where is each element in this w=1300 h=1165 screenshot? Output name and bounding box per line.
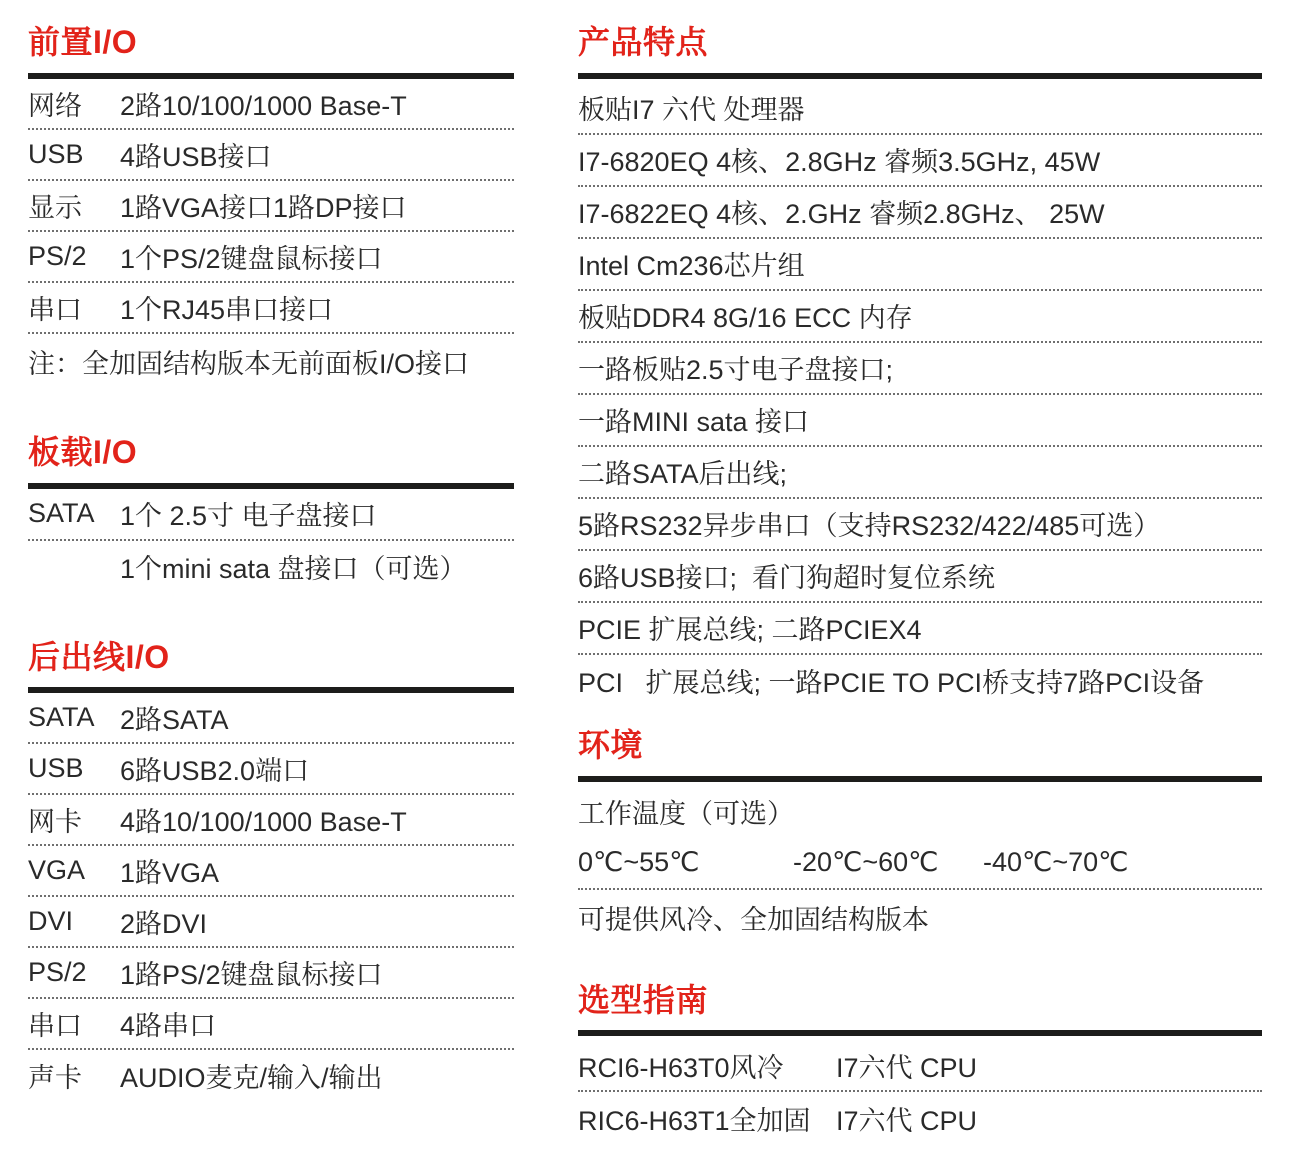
section-title: 选型指南 xyxy=(578,981,709,1018)
spec-label: 声卡 xyxy=(28,1063,82,1094)
spec-row xyxy=(28,79,514,130)
spec-row xyxy=(28,541,514,593)
feature-row xyxy=(578,395,1262,447)
feature-list xyxy=(578,79,1262,707)
spec-row xyxy=(28,948,514,999)
spec-value: 2路SATA xyxy=(120,705,229,736)
spec-row xyxy=(28,1050,514,1101)
section-title: 板载I/O xyxy=(28,433,138,470)
spec-label: USB xyxy=(28,753,84,784)
feature-row xyxy=(578,291,1262,343)
note-text: 注：全加固结构版本无前面板I/O接口 xyxy=(28,349,470,380)
section-title: 环境 xyxy=(578,726,644,763)
spec-value: 1个RJ45串口接口 xyxy=(120,294,334,325)
spec-label: VGA xyxy=(28,855,86,886)
spec-row xyxy=(28,795,514,846)
work-temp-row xyxy=(578,786,1262,838)
feature-text: 6路USB接口; 看门狗超时复位系统 xyxy=(578,563,996,594)
temp-range-2: -20℃~60℃ xyxy=(793,847,939,878)
spec-value: AUDIO麦克/输入/输出 xyxy=(120,1063,383,1094)
model-name: RIC6-H63T1全加固 xyxy=(578,1105,811,1136)
spec-value: 1路VGA接口1路DP接口 xyxy=(120,192,407,223)
selection-row xyxy=(578,1092,1262,1144)
feature-text: PCI 扩展总线; 一路PCIE TO PCI桥支持7路PCI设备 xyxy=(578,668,1205,699)
left-column xyxy=(28,24,514,1101)
spec-row xyxy=(28,897,514,948)
spec-value: 4路USB接口 xyxy=(120,141,272,172)
feature-text: 5路RS232异步串口（支持RS232/422/485可选） xyxy=(578,511,1161,542)
spec-value: 2路DVI xyxy=(120,909,208,940)
feature-row xyxy=(578,239,1262,291)
section-title: 后出线I/O xyxy=(28,638,170,675)
spec-label: 网络 xyxy=(28,90,82,121)
section-onboard-io xyxy=(28,434,514,593)
work-temp-text: 工作温度（可选） xyxy=(578,799,794,830)
spec-value: 1个PS/2键盘鼠标接口 xyxy=(120,243,383,274)
note-row xyxy=(28,334,514,390)
spec-row xyxy=(28,489,514,541)
environment-list xyxy=(578,782,1262,946)
spec-label: USB xyxy=(28,138,84,169)
spec-row xyxy=(28,999,514,1050)
spec-value: 1路PS/2键盘鼠标接口 xyxy=(120,960,383,991)
selection-row xyxy=(578,1040,1262,1092)
section-rear-io xyxy=(28,639,514,1102)
cooling-text: 可提供风冷、全加固结构版本 xyxy=(578,905,929,936)
spec-value: 2路10/100/1000 Base-T xyxy=(120,90,407,121)
spec-label: 网卡 xyxy=(28,807,82,838)
feature-text: 一路MINI sata 接口 xyxy=(578,407,810,438)
spec-row xyxy=(28,846,514,897)
spec-label: 串口 xyxy=(28,1011,82,1042)
cooling-row xyxy=(578,890,1262,946)
spec-value: 6路USB2.0端口 xyxy=(120,756,310,787)
feature-row xyxy=(578,343,1262,395)
feature-text: I7-6820EQ 4核、2.8GHz 睿频3.5GHz, 45W xyxy=(578,147,1101,178)
feature-row xyxy=(578,655,1262,707)
section-environment xyxy=(578,727,1262,946)
spec-label: PS/2 xyxy=(28,957,87,988)
temp-range-3: -40℃~70℃ xyxy=(983,847,1129,878)
spec-value: 1路VGA xyxy=(120,858,220,889)
spec-label: SATA xyxy=(28,702,95,733)
section-title: 前置I/O xyxy=(28,24,138,60)
selection-list xyxy=(578,1036,1262,1144)
feature-row xyxy=(578,551,1262,603)
feature-row xyxy=(578,603,1262,655)
spec-table xyxy=(28,79,514,390)
feature-row xyxy=(578,499,1262,551)
spec-label: DVI xyxy=(28,906,74,937)
spec-label: SATA xyxy=(28,498,95,529)
spec-value: 4路串口 xyxy=(120,1011,217,1042)
feature-text: I7-6822EQ 4核、2.GHz 睿频2.8GHz、 25W xyxy=(578,199,1105,230)
feature-row xyxy=(578,447,1262,499)
spec-value: 4路10/100/1000 Base-T xyxy=(120,807,407,838)
temp-range-row xyxy=(578,838,1262,890)
spec-value: 1个mini sata 盘接口（可选） xyxy=(120,554,467,585)
feature-text: 一路板贴2.5寸电子盘接口; xyxy=(578,355,894,386)
spec-row xyxy=(28,232,514,283)
spec-row xyxy=(28,693,514,744)
spec-table xyxy=(28,693,514,1101)
spec-row xyxy=(28,181,514,232)
right-column xyxy=(578,24,1262,1144)
section-title: 产品特点 xyxy=(578,24,709,60)
spec-table xyxy=(28,489,514,593)
feature-row xyxy=(578,83,1262,135)
model-cpu: I7六代 CPU xyxy=(836,1052,978,1083)
feature-row xyxy=(578,135,1262,187)
feature-row xyxy=(578,187,1262,239)
section-front-io xyxy=(28,24,514,390)
model-cpu: I7六代 CPU xyxy=(836,1105,978,1136)
spec-row xyxy=(28,283,514,334)
feature-text: 板贴DDR4 8G/16 ECC 内存 xyxy=(578,303,913,334)
model-name: RCI6-H63T0风冷 xyxy=(578,1052,784,1083)
section-features xyxy=(578,24,1262,707)
spec-label: PS/2 xyxy=(28,240,87,271)
section-selection-guide xyxy=(578,982,1262,1145)
spec-label: 串口 xyxy=(28,294,82,325)
feature-text: 板贴I7 六代 处理器 xyxy=(578,95,805,126)
feature-text: 二路SATA后出线; xyxy=(578,459,788,490)
feature-text: Intel Cm236芯片组 xyxy=(578,251,805,282)
spec-value: 1个 2.5寸 电子盘接口 xyxy=(120,501,377,532)
spec-row xyxy=(28,130,514,181)
spec-label: 显示 xyxy=(28,192,82,223)
feature-text: PCIE 扩展总线; 二路PCIEX4 xyxy=(578,615,922,646)
spec-row xyxy=(28,744,514,795)
temp-range-1: 0℃~55℃ xyxy=(578,847,700,878)
